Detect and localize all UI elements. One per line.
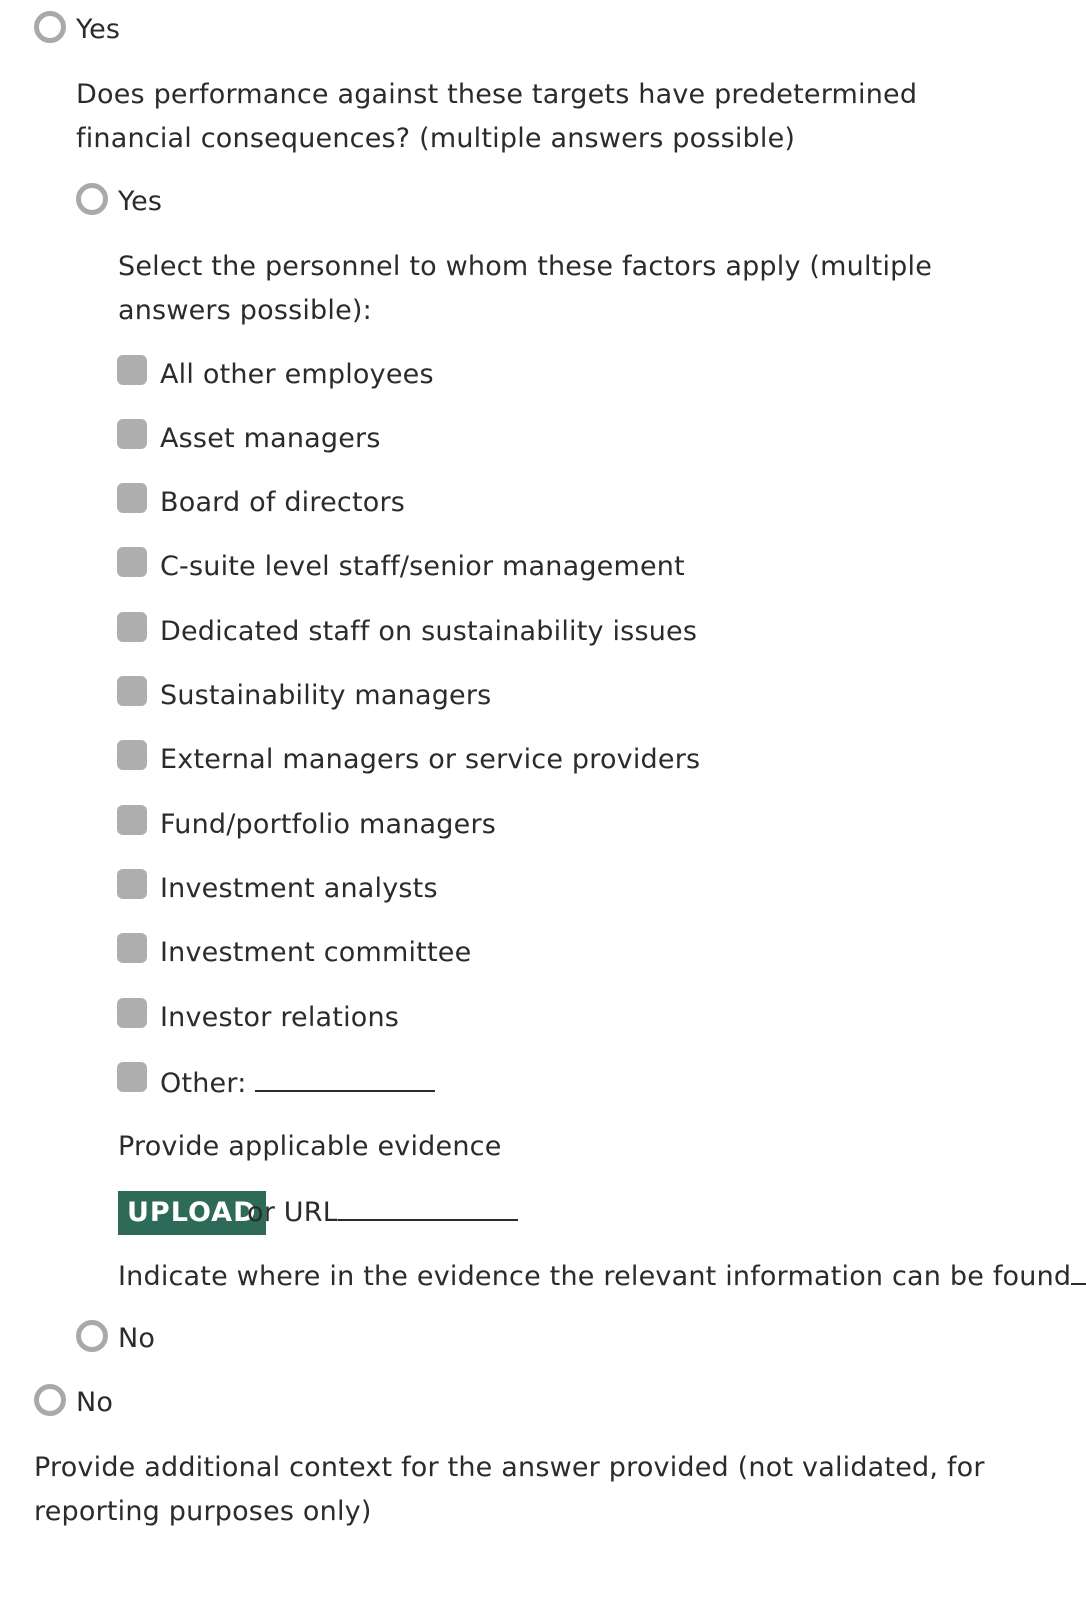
option-label: External managers or service providers xyxy=(160,744,701,775)
context-label: Provide additional context for the answer provided (not validated, for reporting purposes only) xyxy=(34,1452,985,1527)
checkbox-c-suite[interactable] xyxy=(117,547,147,577)
checkbox-asset-managers[interactable] xyxy=(117,419,147,449)
checkbox-dedicated-staff[interactable] xyxy=(117,612,147,642)
option-label: C-suite level staff/senior management xyxy=(160,551,685,582)
option-label: Sustainability managers xyxy=(160,680,492,711)
checkbox-investor-relations[interactable] xyxy=(117,998,147,1028)
checkbox-other[interactable] xyxy=(117,1062,147,1092)
option-label: All other employees xyxy=(160,359,434,390)
option-label: Board of directors xyxy=(160,487,406,518)
or-url-label: or URL xyxy=(247,1197,338,1228)
q1-no-label: No xyxy=(76,1387,114,1418)
option-label: Investor relations xyxy=(160,1002,400,1033)
q2-yes-label: Yes xyxy=(118,186,163,217)
indicate-location-label: Indicate where in the evidence the relevant information can be found xyxy=(118,1261,1072,1292)
checkbox-investment-analysts[interactable] xyxy=(117,869,147,899)
option-label-other xyxy=(160,1060,435,1106)
checkbox-external-managers[interactable] xyxy=(117,740,147,770)
option-label: Dedicated staff on sustainability issues xyxy=(160,616,698,647)
option-label: Asset managers xyxy=(160,423,381,454)
evidence-label: Provide applicable evidence xyxy=(118,1131,502,1162)
q1-no-radio[interactable] xyxy=(34,1384,66,1416)
or-url-group xyxy=(247,1189,518,1235)
checkbox-fund-portfolio-managers[interactable] xyxy=(117,805,147,835)
q2-no-label: No xyxy=(118,1323,156,1354)
option-label: Fund/portfolio managers xyxy=(160,809,497,840)
personnel-prompt: Select the personnel to whom these factors apply (multiple answers possible): xyxy=(118,251,933,326)
upload-button[interactable]: UPLOAD xyxy=(118,1191,266,1235)
checkbox-all-other-employees[interactable] xyxy=(117,355,147,385)
q2-yes-radio[interactable] xyxy=(76,183,108,215)
q1-yes-label: Yes xyxy=(76,14,121,45)
other-text-input[interactable] xyxy=(255,1060,435,1092)
indicate-location-group xyxy=(118,1253,1086,1299)
location-input[interactable] xyxy=(1071,1253,1086,1285)
q1-yes-radio[interactable] xyxy=(34,11,66,43)
q2-question: Does performance against these targets have predetermined financial consequences? (multiple answers possible) xyxy=(76,79,918,154)
checkbox-board-of-directors[interactable] xyxy=(117,483,147,513)
checkbox-sustainability-managers[interactable] xyxy=(117,676,147,706)
checkbox-investment-committee[interactable] xyxy=(117,933,147,963)
q2-no-radio[interactable] xyxy=(76,1320,108,1352)
other-label: Other: xyxy=(160,1068,247,1099)
option-label: Investment analysts xyxy=(160,873,438,904)
url-input[interactable] xyxy=(338,1189,518,1221)
option-label: Investment committee xyxy=(160,937,472,968)
